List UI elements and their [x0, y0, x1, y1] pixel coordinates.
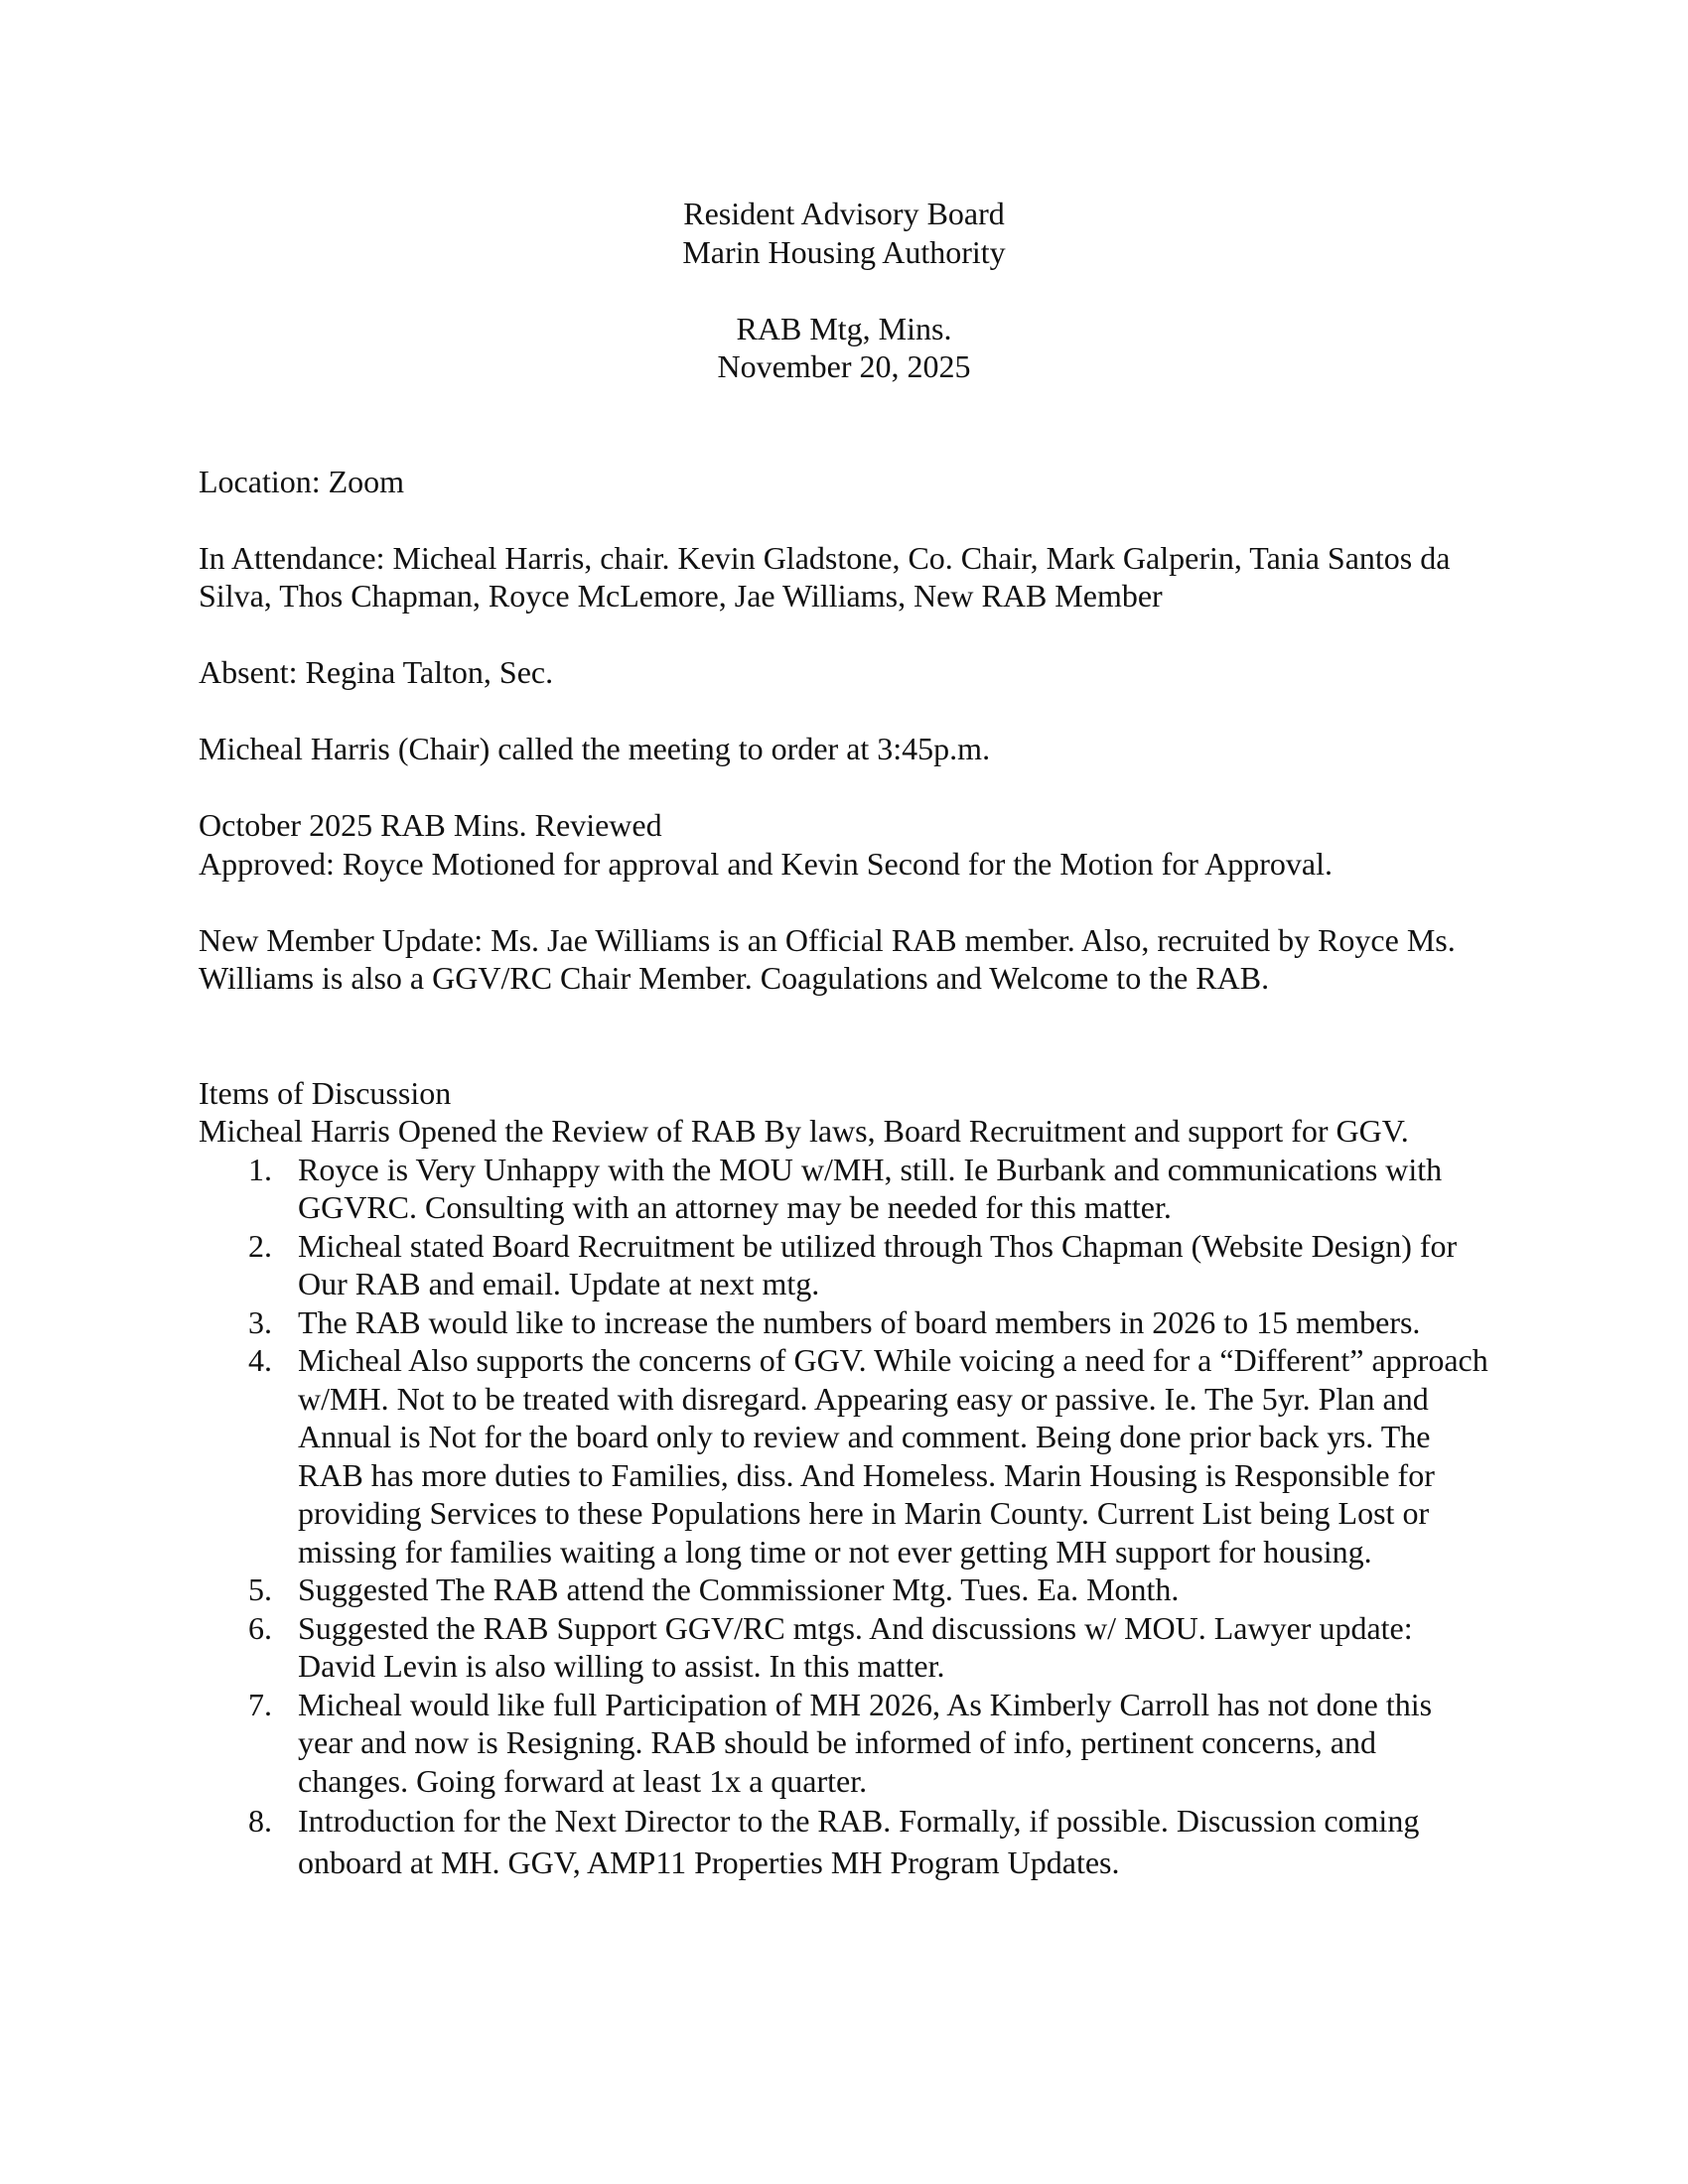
absent-line: Absent: Regina Talton, Sec.: [199, 654, 554, 690]
list-item: [199, 1800, 1489, 1883]
call-to-order-line: Micheal Harris (Chair) called the meeting to order at 3:45p.m.: [199, 731, 991, 766]
org-subtitle: Marin Housing Authority: [682, 233, 1006, 270]
list-item: [199, 1686, 1489, 1801]
list-item-number: 4.: [248, 1342, 272, 1378]
location-line: Location: Zoom: [199, 463, 405, 499]
list-item-text: Micheal would like full Participation of MH 2026, As Kimberly Carroll has not done this year and now is Resigning. RAB should be informed of info, pertinent concerns, and changes. Going forward at least 1x a quarter.: [298, 1686, 1433, 1799]
list-item-text: The RAB would like to increase the numbers of board members in 2026 to 15 members.: [298, 1303, 1421, 1340]
list-item-text: Micheal Also supports the concerns of GGV. While voicing a need for a “Different” approach w/MH. Not to be treated with disregard. Appearing easy or passive. Ie. The 5yr. Plan and Annual is Not for the board only to review and comment. Being done prior back yrs. The RAB has more duties to Families, diss. And Homeless. Marin Housing is Responsible for providing Services to these Populations here in Marin County. Current List being Lost or missing for families waiting a long time or not ever getting MH support for housing.: [298, 1342, 1488, 1570]
list-item: [199, 1341, 1489, 1570]
list-item-text: Suggested The RAB attend the Commissioner Mtg. Tues. Ea. Month.: [298, 1571, 1180, 1607]
attendance-paragraph: In Attendance: Micheal Harris, chair. Kevin Gladstone, Co. Chair, Mark Galperin, Tania Santos da Silva, Thos Chapman, Royce McLemore, Jae Williams, New RAB Member: [199, 539, 1451, 614]
list-item-text: Suggested the RAB Support GGV/RC mtgs. And discussions w/ MOU. Lawyer update: David Levin is also willing to assist. In this matter.: [298, 1609, 1413, 1684]
list-item-number: 2.: [248, 1227, 272, 1264]
new-member-paragraph: New Member Update: Ms. Jae Williams is an Official RAB member. Also, recruited by Royce Ms. Williams is also a GGV/RC Chair Member. Coagulations and Welcome to the RAB.: [199, 921, 1456, 996]
minutes-reviewed-line: October 2025 RAB Mins. Reviewed: [199, 807, 662, 843]
list-item-number: 7.: [248, 1686, 272, 1722]
meeting-date: November 20, 2025: [717, 348, 971, 384]
list-item-number: 6.: [248, 1609, 272, 1646]
minutes-approved-line: Approved: Royce Motioned for approval and Kevin Second for the Motion for Approval.: [199, 845, 1333, 882]
org-name: Resident Advisory Board: [683, 196, 1005, 231]
list-item: [199, 1227, 1489, 1303]
document-title: RAB Mtg, Mins.: [736, 310, 952, 346]
discussion-list: [199, 1151, 1489, 1884]
document-header: [199, 195, 1489, 386]
list-item: [199, 1303, 1489, 1342]
discussion-heading: Items of Discussion: [199, 1074, 452, 1111]
list-item-text: Introduction for the Next Director to the RAB. Formally, if possible. Discussion coming onboard at MH. GGV, AMP11 Properties MH Program Updates.: [298, 1803, 1420, 1880]
list-item: [199, 1609, 1489, 1686]
list-item: [199, 1570, 1489, 1609]
list-item-number: 3.: [248, 1303, 272, 1340]
list-item-number: 5.: [248, 1571, 272, 1607]
list-item-number: 1.: [248, 1151, 272, 1187]
list-item-number: 8.: [248, 1803, 272, 1839]
list-item: [199, 1151, 1489, 1227]
discussion-intro: Micheal Harris Opened the Review of RAB By laws, Board Recruitment and support for GGV.: [199, 1113, 1409, 1149]
list-item-text: Royce is Very Unhappy with the MOU w/MH, still. Ie Burbank and communications with GGVRC. Consulting with an attorney may be needed for this matter.: [298, 1151, 1443, 1225]
list-item-text: Micheal stated Board Recruitment be utilized through Thos Chapman (Website Design) for Our RAB and email. Update at next mtg.: [298, 1227, 1458, 1301]
document-body: [199, 195, 1489, 1883]
